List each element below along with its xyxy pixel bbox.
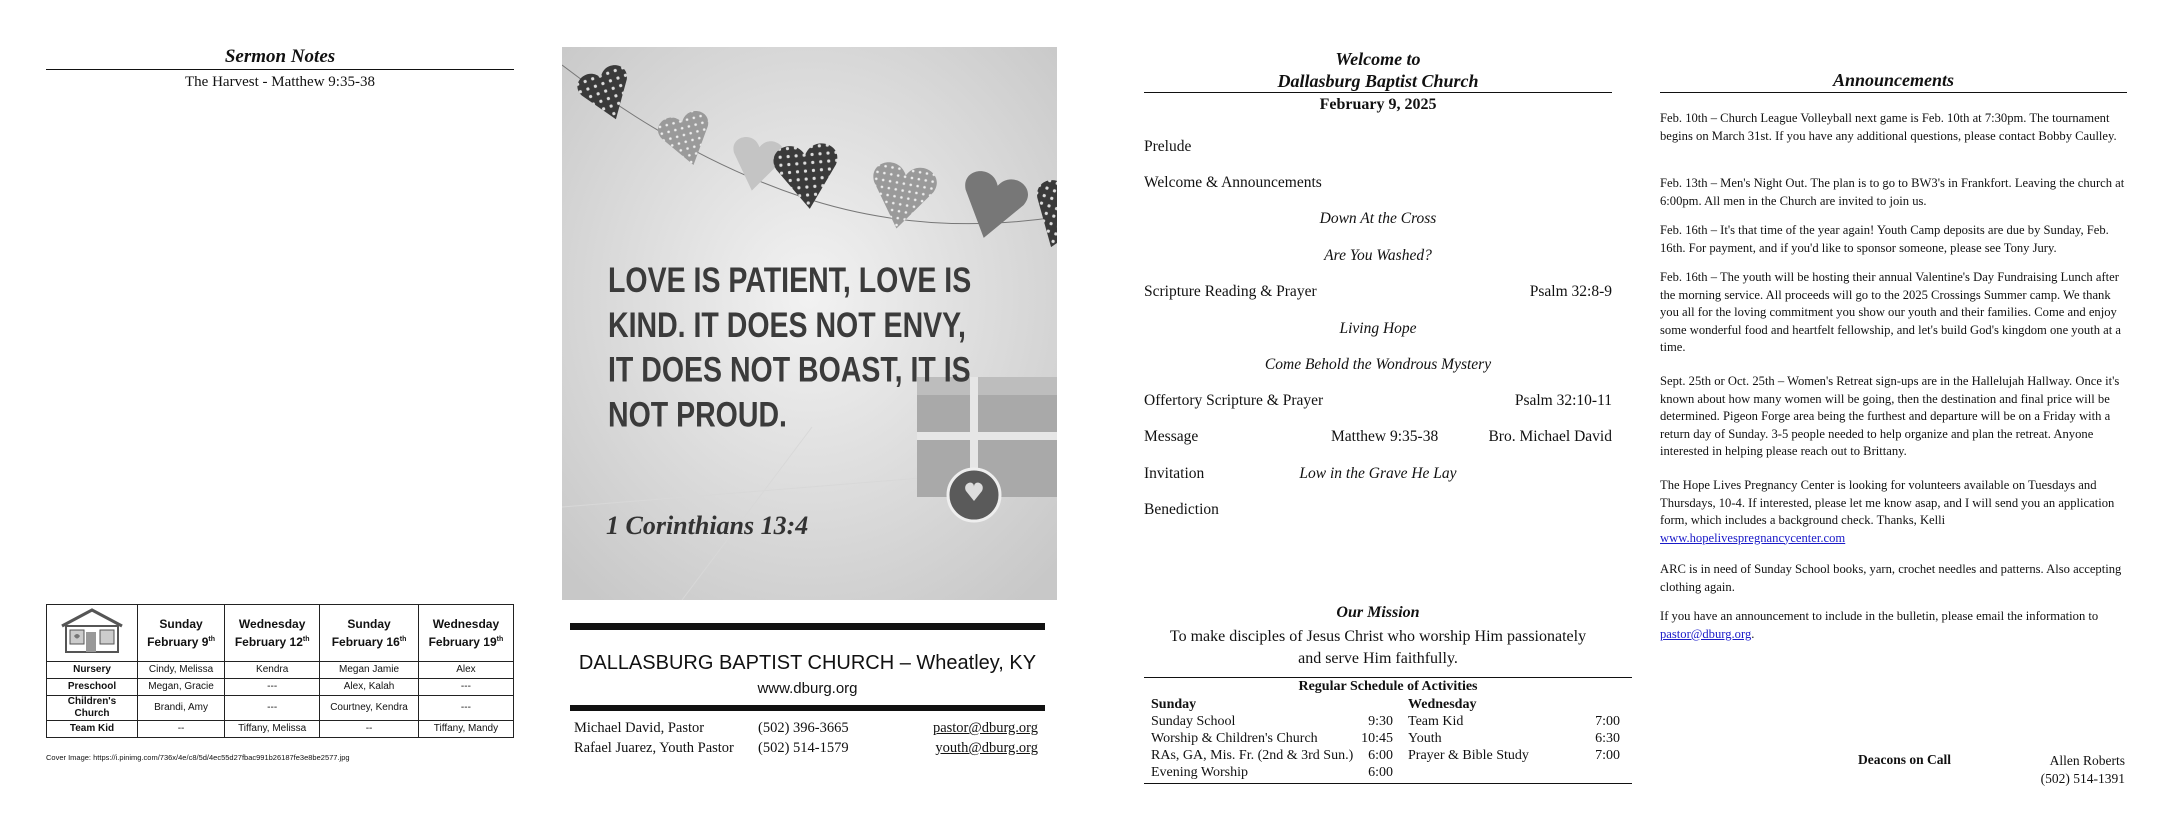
table-cell: Tiffany, Melissa bbox=[225, 721, 320, 738]
row-role: Team Kid bbox=[47, 721, 138, 738]
scripture-reference: Psalm 32:10-11 bbox=[1514, 392, 1612, 409]
service-item-label: Offertory Scripture & Prayer bbox=[1144, 392, 1324, 409]
quote-line: NOT PROUD. bbox=[608, 394, 787, 435]
song-title: Come Behold the Wondrous Mystery bbox=[1264, 356, 1492, 373]
pastor-email-link[interactable]: pastor@dburg.org bbox=[1660, 626, 1752, 641]
header-date: February 12 bbox=[234, 634, 303, 649]
service-item-label: Benediction bbox=[1144, 501, 1219, 518]
announcement-text: The Hope Lives Pregnancy Center is looking for volunteers available on Tuesdays and Thursdays, 10-4. If interested, please let me know asap, and I will send you an application form, which includes a background check. Thanks, Kelli bbox=[1660, 478, 2115, 527]
table-row bbox=[47, 662, 514, 679]
pregnancy-center-link[interactable]: www.hopelivespregnancycenter.com bbox=[1660, 530, 1846, 545]
activity-time: 6:00 bbox=[1368, 748, 1393, 763]
cover-photo bbox=[562, 47, 1057, 600]
announcement-item: Feb. 16th – The youth will be hosting their annual Valentine's Day Fundraising Lunch after the morning service. All proceeds will go to the 2025 Crossings Summer camp. We thank you all for the loving commitment you show our youth and their families. Come and enjoy some wonderful food and heartfelt fellowship, and let's build God's kingdom one youth at a time. bbox=[1660, 270, 2121, 354]
header-sunday-feb-16 bbox=[320, 605, 419, 662]
table-cell: Courtney, Kendra bbox=[320, 696, 419, 721]
service-item-offertory bbox=[1144, 392, 1612, 414]
header-day: Sunday bbox=[347, 616, 391, 631]
table-cell: --- bbox=[225, 679, 320, 696]
announcement-item-submit bbox=[1660, 608, 2127, 643]
service-item-scripture bbox=[1144, 283, 1612, 305]
staff-row-pastor bbox=[574, 720, 1044, 740]
announcement-period: . bbox=[1751, 626, 1755, 641]
activity-name: Sunday School bbox=[1151, 714, 1236, 729]
activity-time: 7:00 bbox=[1595, 714, 1620, 729]
welcome-divider bbox=[1144, 92, 1612, 93]
service-item-welcome bbox=[1144, 174, 1612, 196]
staff-phone: (502) 514-1579 bbox=[758, 740, 849, 756]
quote-line: IT DOES NOT BOAST, IT IS bbox=[608, 349, 971, 390]
table-cell: Tiffany, Mandy bbox=[418, 721, 513, 738]
schedule-row bbox=[1151, 764, 1393, 781]
scripture-reference: Psalm 32:8-9 bbox=[1529, 283, 1612, 300]
table-cell: Megan, Gracie bbox=[138, 679, 225, 696]
table-row bbox=[47, 696, 514, 721]
announcement-item-pregnancy-center bbox=[1660, 477, 2127, 547]
schedule-row bbox=[1151, 713, 1393, 730]
song-title: Are You Washed? bbox=[1324, 247, 1432, 264]
cover-photo-graphic bbox=[562, 47, 1057, 600]
schedule-bottom-rule bbox=[1144, 783, 1632, 784]
announcement-item: Feb. 13th – Men's Night Out. The plan is to go to BW3's in Frankfort. Leaving the church at 6:00pm. All men in the Church are invited to join us. bbox=[1660, 176, 2125, 208]
mission-heading: Our Mission bbox=[1336, 604, 1420, 621]
announcements-heading: Announcements bbox=[1832, 70, 1955, 90]
quote-line: KIND. IT DOES NOT ENVY, bbox=[608, 304, 966, 345]
schedule-row bbox=[1151, 730, 1393, 747]
song-title: Living Hope bbox=[1339, 320, 1417, 337]
service-item-benediction bbox=[1144, 501, 1612, 523]
header-day: Wednesday bbox=[432, 616, 500, 631]
staff-phone: (502) 396-3665 bbox=[758, 720, 849, 736]
sermon-notes-subtitle: The Harvest - Matthew 9:35-38 bbox=[185, 74, 375, 90]
schedule-row bbox=[1408, 730, 1620, 747]
staff-email-link[interactable]: youth@dburg.org bbox=[935, 740, 1038, 756]
header-wednesday-feb-12 bbox=[225, 605, 320, 662]
header-wednesday-feb-19 bbox=[418, 605, 513, 662]
table-cell: Kendra bbox=[225, 662, 320, 679]
table-row bbox=[47, 679, 514, 696]
mission-line: To make disciples of Jesus Christ who worship Him passionately bbox=[1169, 628, 1587, 645]
activity-name: Team Kid bbox=[1408, 714, 1464, 729]
church-header-top-bar bbox=[570, 623, 1045, 630]
table-cell: --- bbox=[225, 696, 320, 721]
schedule-row bbox=[1408, 713, 1620, 730]
table-cell: Megan Jamie bbox=[320, 662, 419, 679]
deacon-contact bbox=[2030, 752, 2125, 788]
table-cell: -- bbox=[320, 721, 419, 738]
announcement-text: If you have an announcement to include in the bulletin, please email the information to bbox=[1660, 609, 2099, 623]
staff-email-link[interactable]: pastor@dburg.org bbox=[932, 720, 1038, 736]
nursery-schedule-table bbox=[46, 604, 514, 738]
header-day: Wednesday bbox=[238, 616, 306, 631]
activity-time: 10:45 bbox=[1361, 731, 1393, 746]
activity-name: Prayer & Bible Study bbox=[1408, 748, 1529, 763]
service-song bbox=[1144, 210, 1612, 232]
mission-statement bbox=[1144, 626, 1612, 670]
welcome-heading bbox=[1144, 48, 1612, 92]
service-song bbox=[1144, 320, 1612, 342]
message-speaker: Bro. Michael David bbox=[1488, 428, 1612, 445]
title-divider bbox=[46, 69, 514, 70]
table-cell: Brandi, Amy bbox=[138, 696, 225, 721]
welcome-line: Welcome to bbox=[1335, 49, 1421, 69]
staff-name: Michael David, Pastor bbox=[574, 720, 705, 736]
church-header-bottom-bar bbox=[570, 705, 1045, 711]
service-item-invitation bbox=[1144, 465, 1612, 487]
activity-name: Evening Worship bbox=[1151, 765, 1248, 780]
service-item-label: Scripture Reading & Prayer bbox=[1144, 283, 1317, 300]
header-date: February 9 bbox=[147, 634, 209, 649]
table-cell: Cindy, Melissa bbox=[138, 662, 225, 679]
announcement-item: Sept. 25th or Oct. 25th – Women's Retreat sign-ups are in the Hallelujah Hallway. Once it's known about how many women will be going, then the destination and final price will be determined. Pigeon Forge area being the furthest and departure will be on a Friday with a return day of Sunday. 3-5 people needed to help organize and plan the retreat. Anyone interested in helping please reach out to Brittany. bbox=[1660, 374, 2120, 458]
table-cell: --- bbox=[418, 696, 513, 721]
header-date-suffix: th bbox=[302, 635, 310, 643]
table-row bbox=[47, 721, 514, 738]
quote-line: LOVE IS PATIENT, LOVE IS bbox=[608, 259, 972, 300]
announcement-item: ARC is in need of Sunday School books, yarn, crochet needles and patterns. Also accepting clothing again. bbox=[1660, 562, 2122, 594]
deacon-phone: (502) 514-1391 bbox=[2040, 771, 2125, 786]
row-role: Children's Church bbox=[47, 696, 138, 721]
schedule-row bbox=[1408, 747, 1620, 764]
table-cell: Alex bbox=[418, 662, 513, 679]
activity-name: Youth bbox=[1408, 731, 1442, 746]
nursery-house-icon bbox=[56, 606, 128, 656]
announcements-divider bbox=[1660, 92, 2127, 93]
welcome-church-name: Dallasburg Baptist Church bbox=[1277, 71, 1479, 91]
quote-reference: 1 Corinthians 13:4 bbox=[606, 511, 809, 540]
activity-time: 7:00 bbox=[1595, 748, 1620, 763]
table-cell: Alex, Kalah bbox=[320, 679, 419, 696]
service-item-label: Invitation bbox=[1144, 465, 1205, 482]
schedule-sunday-column bbox=[1151, 696, 1393, 781]
activity-name: Worship & Children's Church bbox=[1151, 731, 1318, 746]
schedule-heading: Regular Schedule of Activities bbox=[1298, 679, 1478, 694]
nursery-logo bbox=[47, 605, 138, 662]
header-date: February 16 bbox=[331, 634, 400, 649]
schedule-day-label: Wednesday bbox=[1408, 697, 1477, 712]
activity-time: 6:00 bbox=[1368, 765, 1393, 780]
header-sunday-feb-9 bbox=[138, 605, 225, 662]
table-cell: -- bbox=[138, 721, 225, 738]
header-date-suffix: th bbox=[208, 635, 216, 643]
announcement-item: Feb. 16th – It's that time of the year again! Youth Camp deposits are due by Sunday, Feb. 16th. For payment, and if you'd like to sponsor someone, please see Tony Jury. bbox=[1660, 223, 2109, 255]
activity-time: 9:30 bbox=[1368, 714, 1393, 729]
church-website: www.dburg.org bbox=[757, 680, 858, 697]
deacons-on-call-label: Deacons on Call bbox=[1858, 752, 1952, 767]
header-day: Sunday bbox=[159, 616, 203, 631]
schedule-wednesday-column bbox=[1408, 696, 1620, 764]
schedule-top-rule bbox=[1144, 677, 1632, 678]
service-song bbox=[1144, 356, 1612, 378]
service-song bbox=[1144, 247, 1612, 269]
schedule-day-label: Sunday bbox=[1151, 697, 1197, 712]
mission-line: and serve Him faithfully. bbox=[1298, 650, 1458, 667]
church-name: DALLASBURG BAPTIST CHURCH – Wheatley, KY bbox=[578, 652, 1037, 674]
sermon-notes-title: Sermon Notes bbox=[224, 46, 336, 67]
header-date: February 19 bbox=[428, 634, 497, 649]
table-cell: --- bbox=[418, 679, 513, 696]
table-header-row bbox=[47, 605, 514, 662]
service-item-label: Message bbox=[1144, 428, 1199, 445]
cover-image-credit: Cover Image: https://i.pinimg.com/736x/4e/c8/5d/4ec55d27fbac991b26187fe3e8be2577.jpg bbox=[46, 753, 350, 762]
service-item-prelude bbox=[1144, 138, 1612, 160]
row-role: Preschool bbox=[47, 679, 138, 696]
service-item-label: Prelude bbox=[1144, 138, 1192, 155]
staff-row-youth-pastor bbox=[574, 740, 1044, 760]
activity-time: 6:30 bbox=[1595, 731, 1620, 746]
announcement-item: Feb. 10th – Church League Volleyball next game is Feb. 10th at 7:30pm. The tournament begins on March 31st. If you have any additional questions, please contact Bobby Caulley. bbox=[1660, 111, 2117, 143]
row-role: Nursery bbox=[47, 662, 138, 679]
service-item-message bbox=[1144, 428, 1612, 450]
message-reference: Matthew 9:35-38 bbox=[1331, 428, 1439, 445]
deacon-name: Allen Roberts bbox=[2049, 753, 2125, 768]
staff-name: Rafael Juarez, Youth Pastor bbox=[574, 740, 734, 756]
song-title: Low in the Grave He Lay bbox=[1299, 465, 1457, 482]
service-date: February 9, 2025 bbox=[1319, 96, 1437, 113]
header-date-suffix: th bbox=[496, 635, 504, 643]
header-date-suffix: th bbox=[399, 635, 407, 643]
schedule-row bbox=[1151, 747, 1393, 764]
activity-name: RAs, GA, Mis. Fr. (2nd & 3rd Sun.) bbox=[1151, 748, 1354, 763]
song-title: Down At the Cross bbox=[1319, 210, 1437, 227]
service-item-label: Welcome & Announcements bbox=[1144, 174, 1322, 191]
